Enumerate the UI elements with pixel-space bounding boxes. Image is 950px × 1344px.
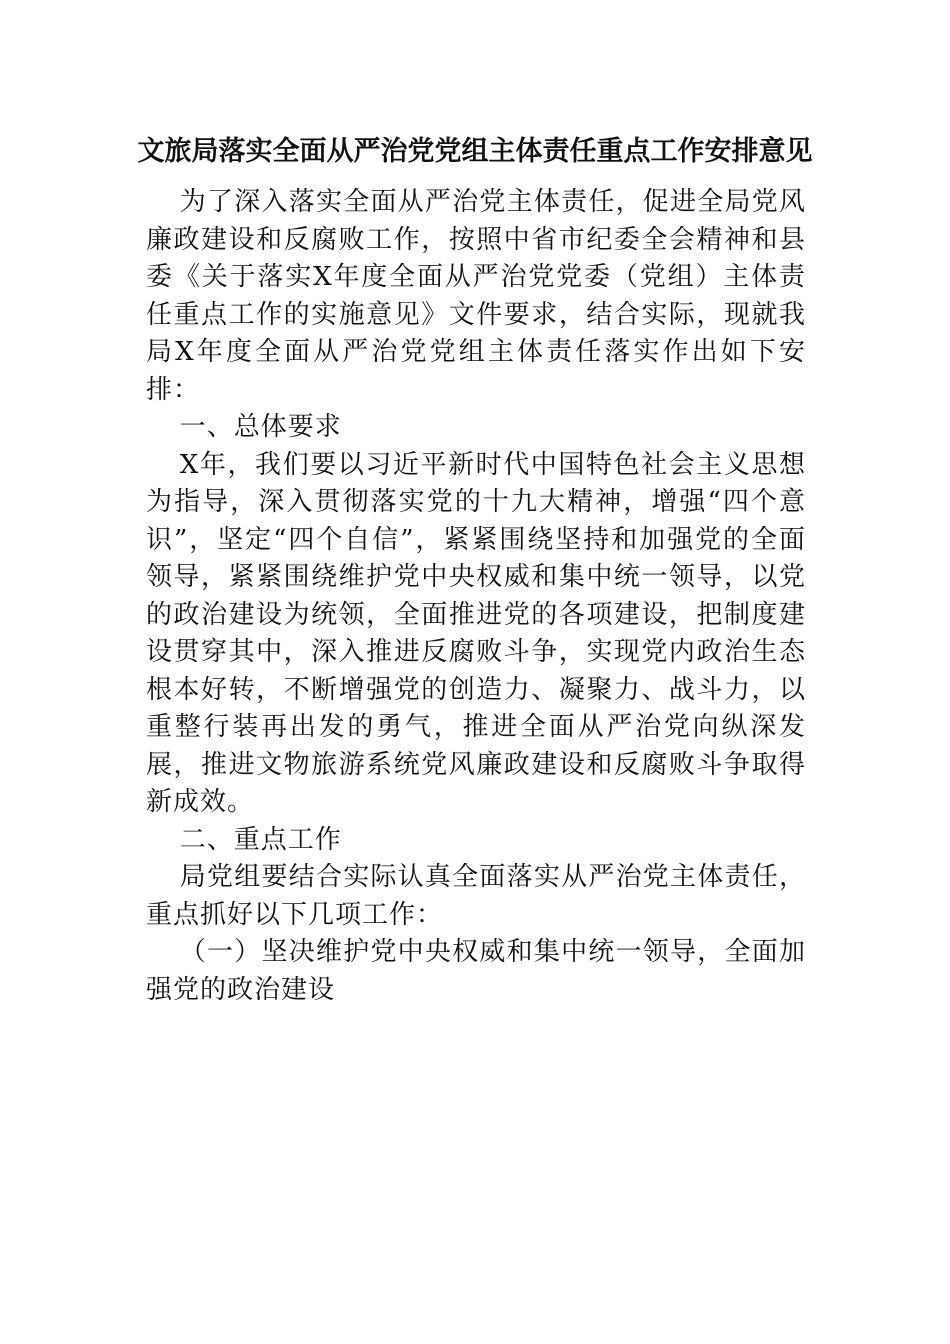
section-heading-general-requirements: 一、总体要求 — [179, 412, 342, 442]
section-heading-key-work: 二、重点工作 — [179, 824, 342, 855]
document-body — [146, 184, 806, 1009]
paragraph-key-work-intro: 局党组要结合实际认真全面落实从严治党主体责任，重点抓好以下几项工作： — [146, 862, 806, 930]
paragraph-general-requirements: X年，我们要以习近平新时代中国特色社会主义思想为指导，深入贯彻落实党的十九大精神，增强“四个意识”，坚定“四个自信”，紧紧围绕坚持和加强党的全面领导，紧紧围绕维护党中央权威和集中统一领导，以党的政治建设为统领，全面推进党的各项建设，把制度建设贯穿其中，深入推进反腐败斗争，实现党内政治生态根本好转，不断增强党的创造力、凝聚力、战斗力，以重整行装再出发的勇气，推进全面从严治党向纵深发展，推进文物旅游系统党风廉政建设和反腐败斗争取得新成效。 — [146, 449, 806, 817]
paragraph-subsection-one: （一）坚决维护党中央权威和集中统一领导，全面加强党的政治建设 — [146, 937, 806, 1005]
paragraph-intro: 为了深入落实全面从严治党主体责任，促进全局党风廉政建设和反腐败工作，按照中省市纪委全会精神和县委《关于落实X年度全面从严治党党委（党组）主体责任重点工作的实施意见》文件要求，结合实际，现就我局X年度全面从严治党党组主体责任落实作出如下安排： — [146, 187, 806, 405]
document-title: 文旅局落实全面从严治党党组主体责任重点工作安排意见 — [137, 136, 813, 167]
